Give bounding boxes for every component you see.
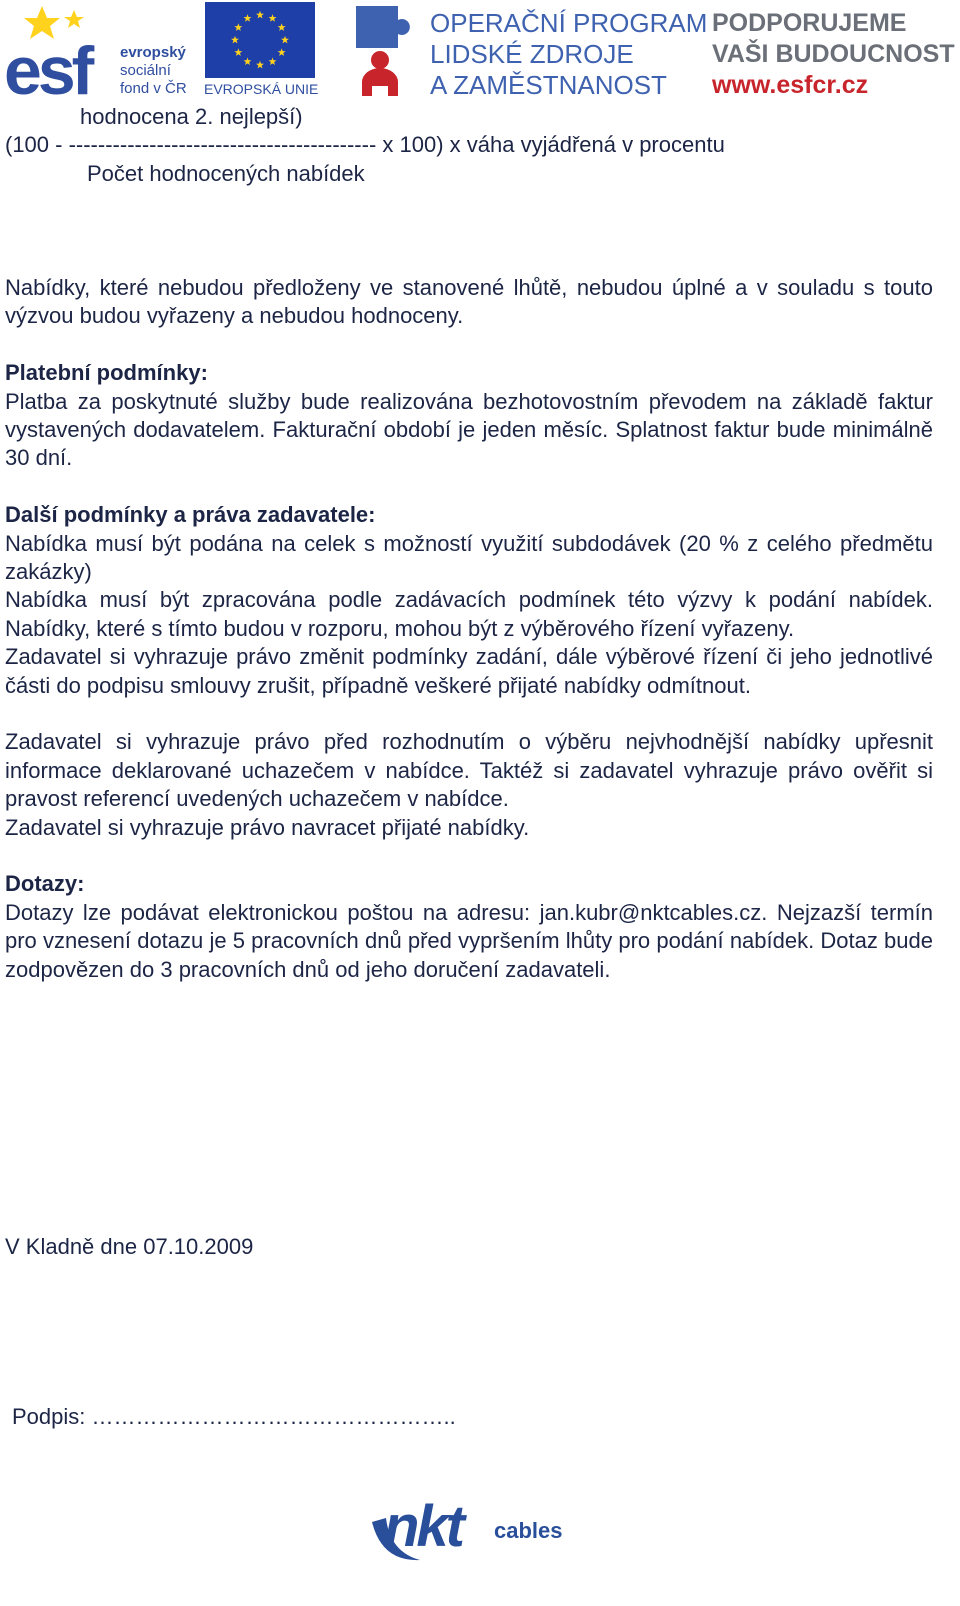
place-date: V Kladně dne 07.10.2009: [5, 1234, 254, 1259]
conditions-paragraph-5: Zadavatel si vyhrazuje právo navracet přijaté nabídky.: [5, 814, 530, 840]
payment-paragraph: Platba za poskytnuté služby bude realizována bezhotovostním převodem na základě faktur vystavených dodavatelem. Fakturační období je jeden měsíc. Splatnost faktur bude minimálně 30 dní.: [5, 388, 933, 471]
op-program-title: [430, 8, 707, 101]
op-puzzle-person-icon: [352, 2, 422, 98]
esf-caption-line2: sociální: [120, 62, 171, 79]
formula-line1: hodnocena 2. nejlepší): [80, 104, 303, 129]
questions-paragraph: Dotazy lze podávat elektronickou poštou na adresu: jan.kubr@nktcables.cz. Nejzazší termín pro vznesení dotazu je 5 pracovních dnů před vypršením lhůty pro podání nabídek. Dotaz bude zodpovězen do 3 pracovních dnů od jeho doručení zadavateli.: [5, 899, 933, 982]
esf-star-small-icon: [64, 10, 84, 28]
rejection-paragraph: Nabídky, které nebudou předloženy ve stanovené lhůtě, nebudou úplné a v souladu s touto výzvou budou vyřazeny a nebudou hodnoceny.: [5, 275, 933, 329]
conditions-heading: Další podmínky a práva zadavatele:: [5, 502, 376, 528]
conditions-paragraph-4: Zadavatel si vyhrazuje právo před rozhodnutím o výběru nejvhodnější nabídky upřesnit informace deklarované uchazečem v nabídce. Taktéž si zadavatel vyhrazuje právo ověřit si pravost referencí uvedených uchazečem v nabídce.: [5, 729, 933, 812]
support-slogan: [712, 8, 955, 101]
formula-line3: Počet hodnocených nabídek: [87, 160, 365, 186]
conditions-paragraph-1: Nabídka musí být podána na celek s možností využití subdodávek (20 % z celého předmětu zakázky): [5, 530, 933, 585]
document-body: [5, 103, 933, 984]
formula-line2: (100 - ------------------------------------------ x 100) x váha vyjádřená v procentu: [5, 132, 725, 158]
signature-line: Podpis: …………………………………………..: [12, 1404, 456, 1429]
esfcr-website-link[interactable]: www.esfcr.cz: [712, 71, 869, 99]
header-logo-strip: [0, 0, 960, 104]
op-title-line1: OPERAČNÍ PROGRAM: [430, 8, 708, 38]
payment-heading: Platební podmínky:: [5, 360, 208, 386]
cables-logo-text: cables: [494, 1518, 563, 1543]
questions-heading: Dotazy:: [5, 871, 85, 897]
eu-caption: EVROPSKÁ UNIE: [204, 81, 319, 97]
support-line2: VAŠI BUDOUCNOST: [712, 40, 955, 68]
eu-flag-icon: [205, 2, 315, 78]
esf-caption-line1: evropský: [120, 44, 186, 61]
op-title-line2: LIDSKÉ ZDROJE: [430, 39, 634, 69]
nkt-cables-logo: [368, 1488, 568, 1568]
nkt-logo-text: nkt: [384, 1494, 462, 1559]
esf-caption-line3: fond v ČR: [120, 80, 187, 97]
esf-logo: [4, 2, 114, 98]
conditions-paragraph-3: Zadavatel si vyhrazuje právo změnit podmínky zadání, dále výběrové řízení či jeho jednotlivé části do podpisu smlouvy zrušit, případně veškeré přijaté nabídky odmítnout.: [5, 644, 933, 698]
esf-caption: [120, 44, 187, 98]
op-title-line3: A ZAMĚSTNANOST: [430, 70, 667, 100]
esf-logo-text: esf: [4, 33, 91, 98]
evaluation-formula: [5, 103, 933, 189]
conditions-paragraph-2: Nabídka musí být zpracována podle zadávacích podmínek této výzvy k podání nabídek. Nabídky, které s tímto budou v rozporu, mohou být z výběrového řízení vyřazeny.: [5, 587, 933, 641]
support-line1: PODPORUJEME: [712, 9, 907, 37]
